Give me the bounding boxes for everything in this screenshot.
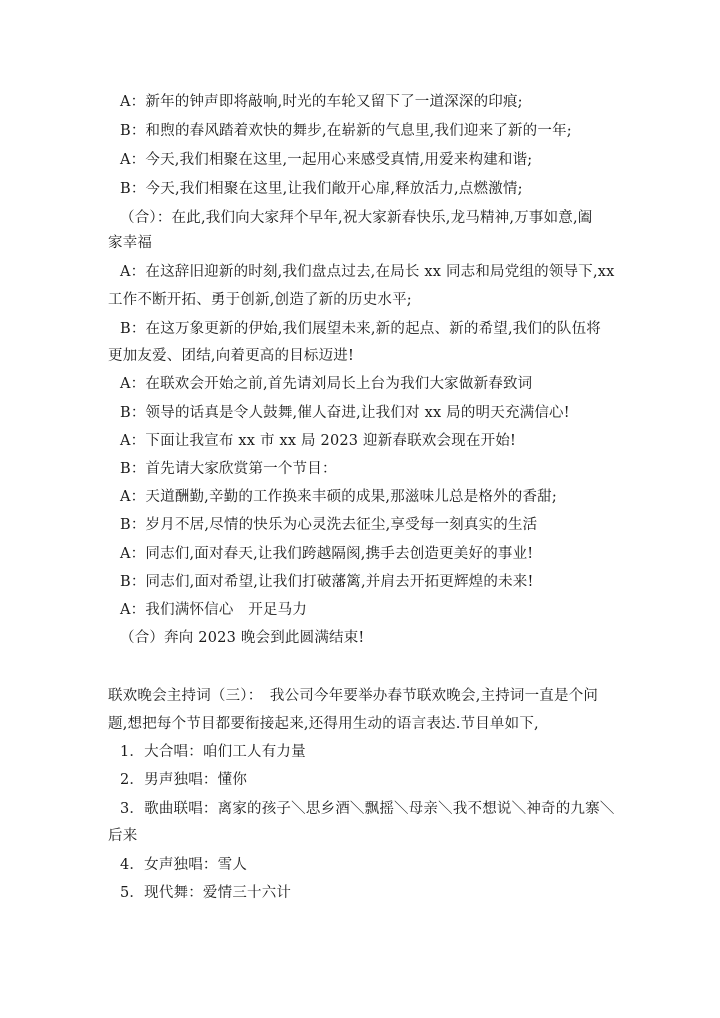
- program-item-5: 5．现代舞：爱情三十六计: [120, 885, 292, 901]
- dialogue-line-16: A：我们满怀信心 开足马力: [120, 602, 308, 618]
- dialogue-line-6-cont: 工作不断开拓、勇于创新,创造了新的历史水平;: [108, 292, 412, 308]
- dialogue-line-4: B：今天,我们相聚在这里,让我们敞开心扉,释放活力,点燃激情;: [120, 181, 523, 197]
- dialogue-line-13: B：岁月不居,尽情的快乐为心灵洗去征尘,享受每一刻真实的生活: [120, 517, 538, 533]
- section-heading-line: 联欢晚会主持词（三）： 我公司今年要举办春节联欢晚会,主持词一直是个问: [108, 688, 599, 704]
- dialogue-line-17: （合）奔向 2023 晚会到此圆满结束!: [120, 630, 365, 646]
- section-intro-cont: 题,想把每个节目都要衔接起来,还得用生动的语言表达.节目单如下,: [108, 716, 539, 732]
- dialogue-line-7: B：在这万象更新的伊始,我们展望未来,新的起点、新的希望,我们的队伍将: [120, 321, 601, 337]
- program-item-3: 3．歌曲联唱：离家的孩子＼思乡酒＼飘摇＼母亲＼我不想说＼神奇的九寨＼: [120, 801, 615, 817]
- dialogue-line-6: A：在这辞旧迎新的时刻,我们盘点过去,在局长 xx 同志和局党组的领导下,xx: [120, 264, 615, 280]
- dialogue-line-10: A：下面让我宣布 xx 市 xx 局 2023 迎新春联欢会现在开始!: [120, 433, 517, 449]
- program-item-4: 4．女声独唱：雪人: [120, 857, 248, 873]
- dialogue-line-1: A：新年的钟声即将敲响,时光的车轮又留下了一道深深的印痕;: [120, 94, 523, 110]
- dialogue-line-3: A：今天,我们相聚在这里,一起用心来感受真情,用爱来构建和谐;: [120, 152, 533, 168]
- dialogue-line-5: （合）：在此,我们向大家拜个早年,祝大家新春快乐,龙马精神,万事如意,阖: [120, 210, 593, 226]
- dialogue-line-12: A：天道酬勤,辛勤的工作换来丰硕的成果,那滋味儿总是格外的香甜;: [120, 489, 557, 505]
- dialogue-line-14: A：同志们,面对春天,让我们跨越隔阂,携手去创造更美好的事业!: [120, 546, 534, 562]
- dialogue-line-5-cont: 家幸福: [108, 235, 153, 251]
- dialogue-line-15: B：同志们,面对希望,让我们打破藩篱,并肩去开拓更辉煌的未来!: [120, 574, 534, 590]
- dialogue-line-9: B：领导的话真是令人鼓舞,催人奋进,让我们对 xx 局的明天充满信心!: [120, 405, 570, 421]
- dialogue-line-7-cont: 更加友爱、团结,向着更高的目标迈进!: [108, 348, 355, 364]
- program-item-1: 1．大合唱：咱们工人有力量: [120, 744, 306, 760]
- program-item-3-cont: 后来: [108, 828, 138, 844]
- dialogue-line-2: B：和煦的春风踏着欢快的舞步,在崭新的气息里,我们迎来了新的一年;: [120, 123, 572, 139]
- dialogue-line-8: A：在联欢会开始之前,首先请刘局长上台为我们大家做新春致词: [120, 376, 533, 392]
- program-item-2: 2．男声独唱：懂你: [120, 772, 248, 788]
- dialogue-line-11: B：首先请大家欣赏第一个节目：: [120, 461, 337, 477]
